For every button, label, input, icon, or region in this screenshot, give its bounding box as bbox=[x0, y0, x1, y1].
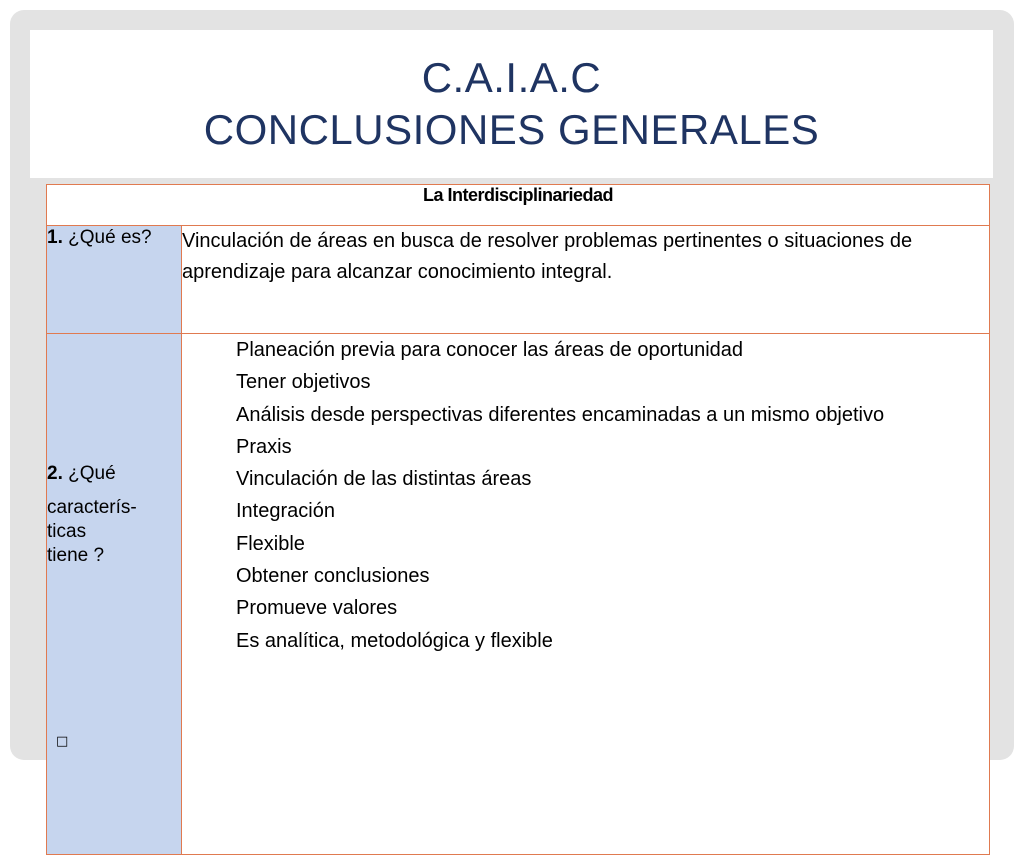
question-text-2a: ¿Qué bbox=[68, 463, 116, 484]
title-box bbox=[30, 30, 993, 178]
characteristics-list bbox=[182, 334, 989, 657]
list-item: Análisis desde perspectivas diferentes encaminadas a un mismo objetivo bbox=[236, 403, 885, 426]
characteristics-cell bbox=[182, 334, 990, 855]
question-text-2c: ticas bbox=[47, 521, 87, 542]
list-item: Es analítica, metodológica y flexible bbox=[236, 629, 553, 652]
list-item: Vinculación de las distintas áreas bbox=[236, 468, 532, 491]
list-item: Promueve valores bbox=[236, 597, 398, 620]
placeholder-glyph: □ bbox=[56, 734, 69, 749]
question-number-2: 2. bbox=[47, 463, 63, 484]
question-text-2b: caracterís- bbox=[47, 497, 137, 518]
table-row bbox=[47, 226, 990, 334]
list-item: Praxis bbox=[236, 435, 292, 458]
title-line-1: C.A.I.A.C bbox=[421, 54, 602, 101]
answer-cell-1: Vinculación de áreas en busca de resolver problemas pertinentes o situaciones de aprendizaje para alcanzar conocimiento integral. bbox=[182, 226, 990, 334]
list-item: Planeación previa para conocer las áreas de oportunidad bbox=[236, 339, 744, 361]
list-item: Flexible bbox=[236, 532, 305, 555]
table-header: La Interdisciplinariedad bbox=[47, 185, 990, 226]
list-item: Integración bbox=[236, 500, 335, 523]
list-item: Tener objetivos bbox=[236, 371, 371, 394]
table-row bbox=[47, 334, 990, 855]
question-cell-1 bbox=[47, 226, 182, 334]
question-text-2d: tiene ? bbox=[47, 545, 105, 566]
question-text-1: ¿Qué es? bbox=[68, 227, 152, 248]
title-line-2: CONCLUSIONES GENERALES bbox=[203, 106, 820, 153]
list-item: Obtener conclusiones bbox=[236, 565, 430, 588]
question-number-1: 1. bbox=[47, 227, 63, 248]
slide-title bbox=[30, 52, 993, 156]
question-cell-2 bbox=[47, 334, 182, 855]
interdisciplinarity-table bbox=[46, 184, 990, 855]
